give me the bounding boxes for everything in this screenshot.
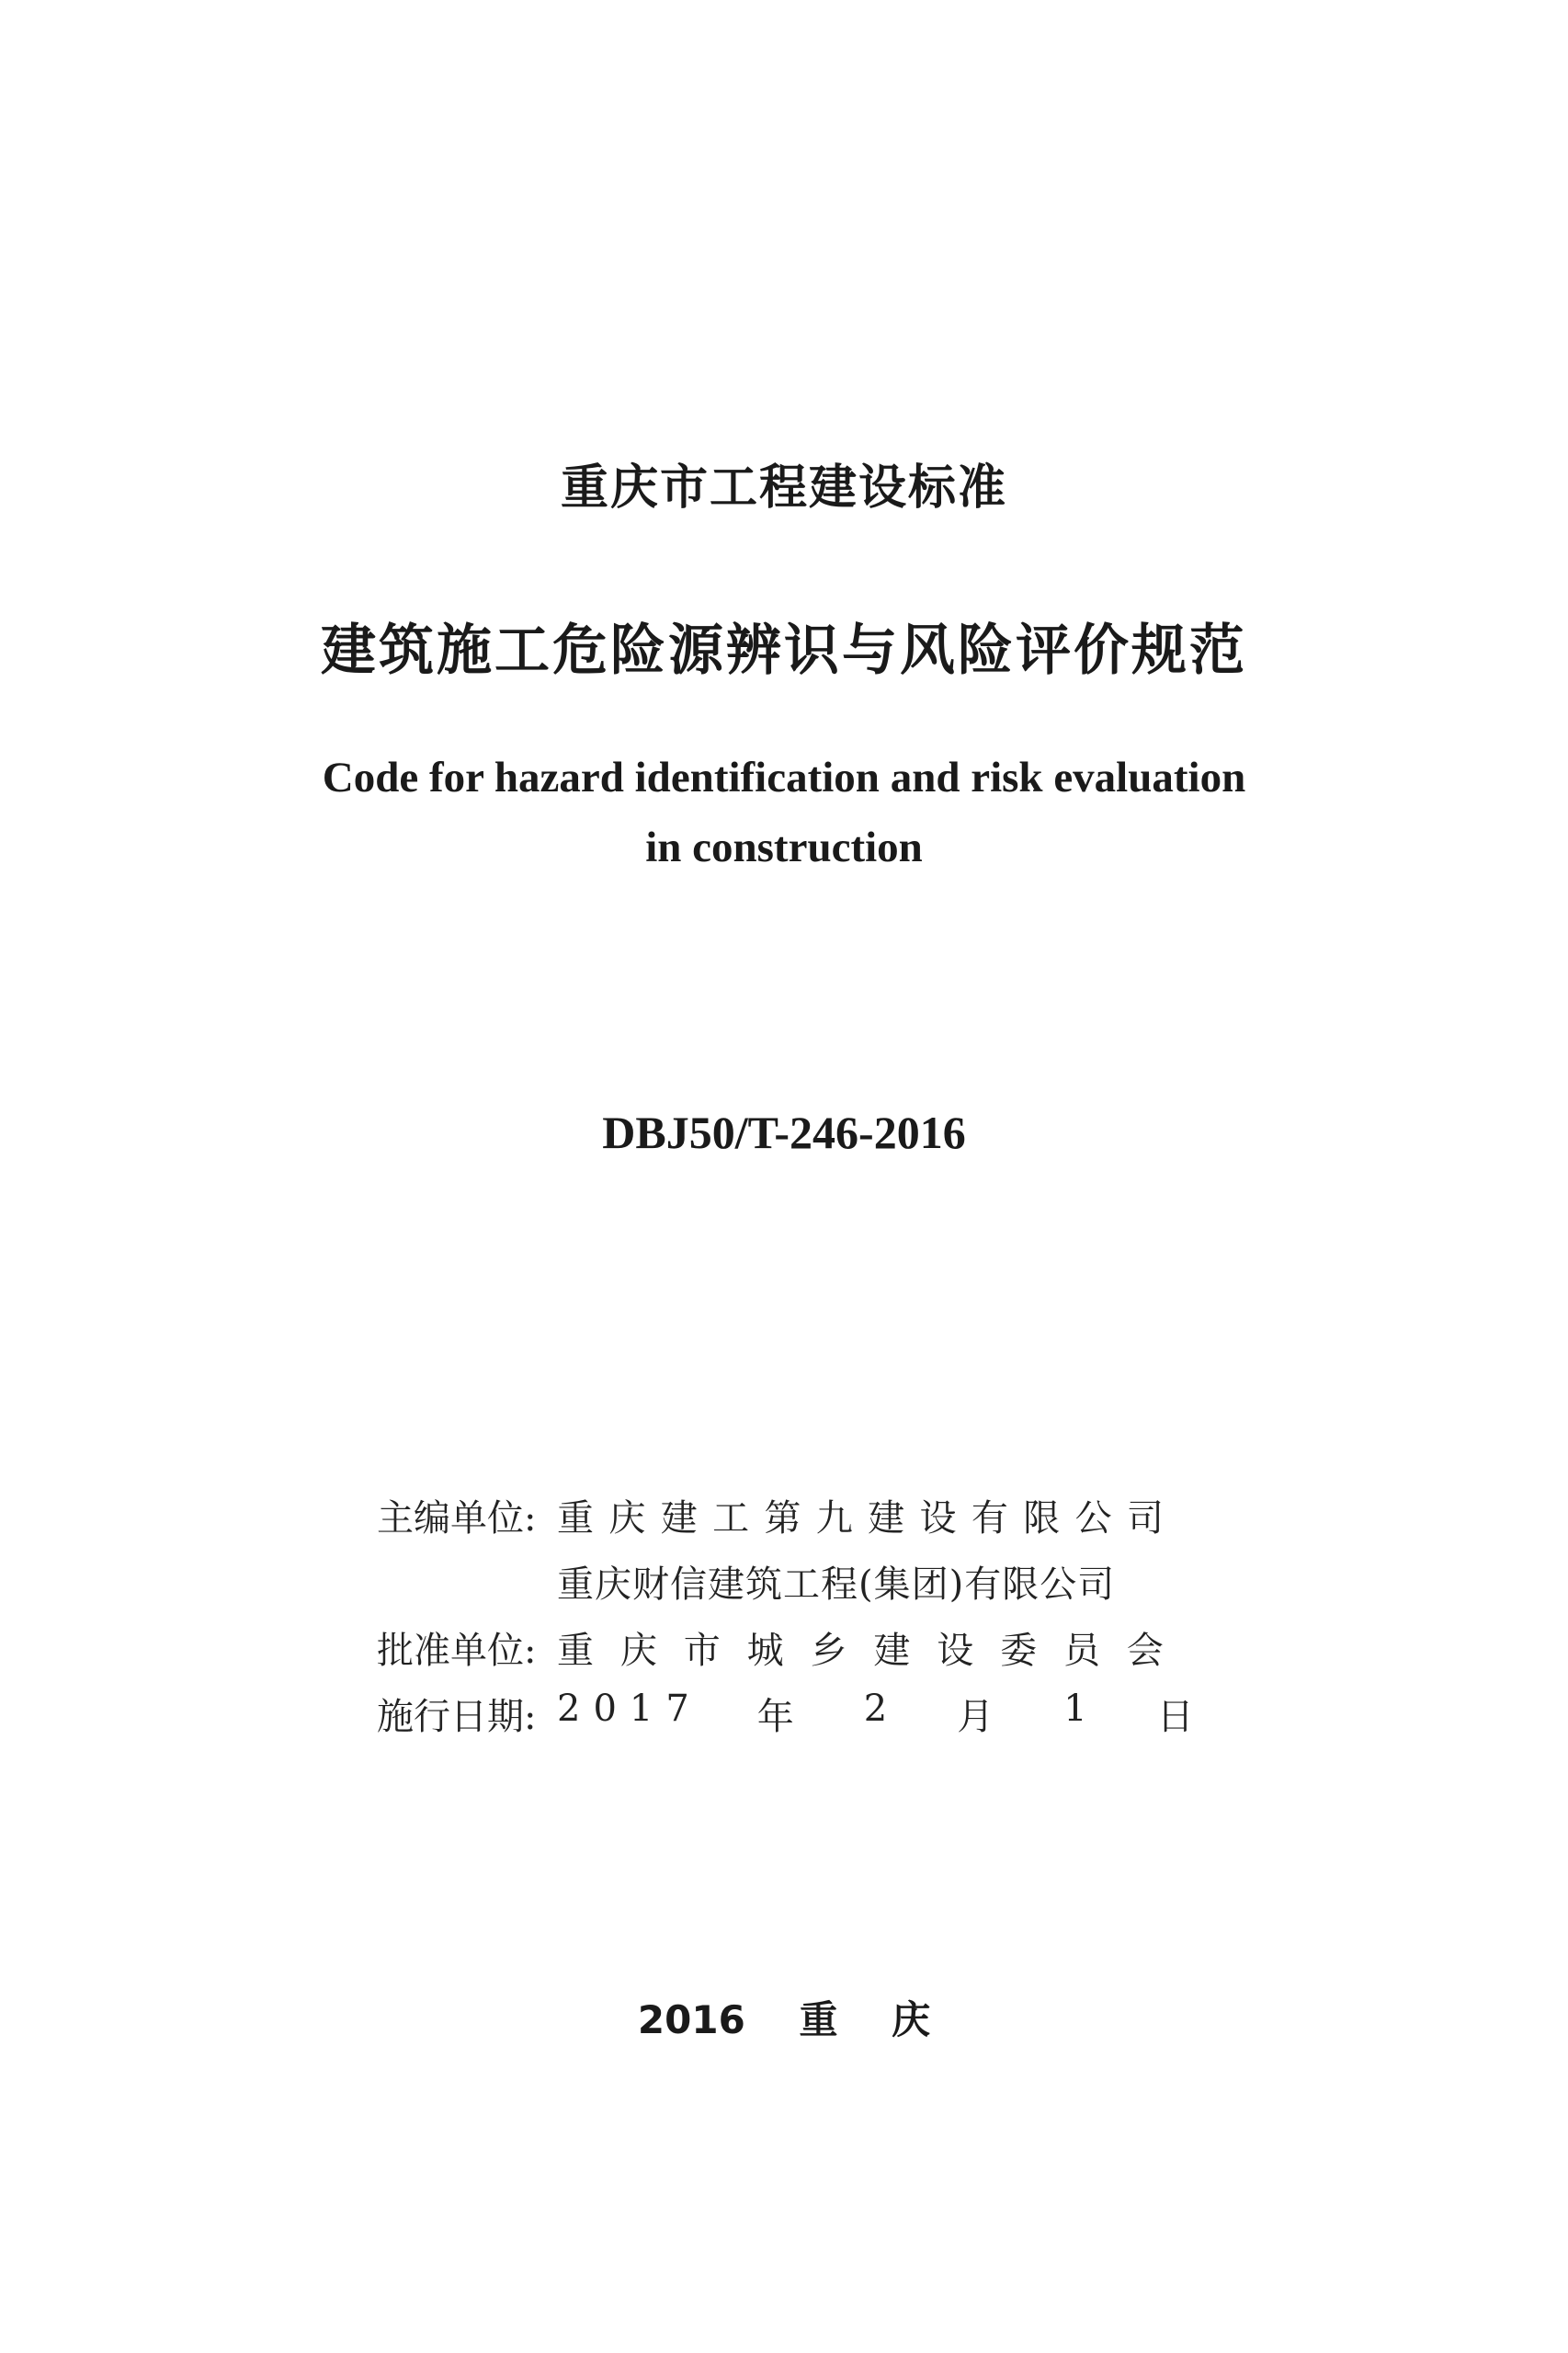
approval-label: 批准单位: [377,1630,537,1672]
english-title-line-1: Code for hazard identification and risk evaluation [322,754,1246,801]
english-title-line-2: in construction [645,824,923,871]
standard-code: DBJ50/T-246-2016 [602,1107,966,1158]
chief-editor-unit-1-char: 九 [815,1497,853,1540]
approval-unit-char: 乡 [810,1630,847,1672]
chief-editor-unit-1-char: 建 [660,1497,698,1540]
publication-footer [0,1990,1568,2045]
effective-year: 2017 [557,1688,702,1730]
chief-editor-unit-1-char: 有 [971,1497,1008,1540]
approval-unit-char: 员 [1063,1630,1100,1672]
chief-editor-unit-1-char: 设 [919,1497,957,1540]
approval-unit [557,1621,1164,1674]
approval-unit-char: 市 [683,1630,721,1672]
series-title: 重庆市工程建设标准 [560,460,1007,516]
document-title-chinese: 建筑施工危险源辨识与风险评价规范 [321,619,1247,683]
chief-editor-unit-1-char: 工 [712,1497,750,1540]
chief-editor-unit-2: 重庆财信建筑工程(集团)有限公司 [557,1563,1116,1606]
approval-unit-char: 重 [557,1630,594,1672]
chief-editor-unit-1 [557,1489,1164,1541]
effective-day: 1 [1063,1688,1087,1730]
approval-unit-char: 建 [873,1630,911,1672]
effective-year-unit: 年 [756,1696,794,1738]
chief-editor-unit-1-char: 公 [1074,1497,1112,1540]
approval-unit-char: 庆 [619,1630,657,1672]
chief-editor-unit-1-char: 建 [868,1497,905,1540]
chief-editor-label: 主编单位: [377,1497,537,1540]
effective-day-unit: 日 [1156,1696,1194,1738]
approval-unit-char: 会 [1126,1630,1164,1672]
effective-date-label: 施行日期: [377,1696,537,1738]
chief-editor-unit-1-char: 限 [1023,1497,1061,1540]
chief-editor-unit-1-char: 庆 [608,1497,646,1540]
chief-editor-unit-1-char: 第 [764,1497,801,1540]
document-title-english [0,743,1568,882]
effective-month: 2 [863,1688,888,1730]
publication-city-char-2: 庆 [892,1997,931,2042]
publication-city-char-1: 重 [799,1997,838,2042]
chief-editor-unit-1-char: 重 [557,1497,594,1540]
approval-unit-char: 设 [937,1630,974,1672]
effective-month-unit: 月 [957,1696,994,1738]
approval-unit-char: 委 [1000,1630,1038,1672]
effective-date [557,1688,1194,1740]
approval-unit-char: 城 [746,1630,784,1672]
publication-year: 2016 [637,1997,745,2042]
chief-editor-unit-1-char: 司 [1126,1497,1164,1540]
